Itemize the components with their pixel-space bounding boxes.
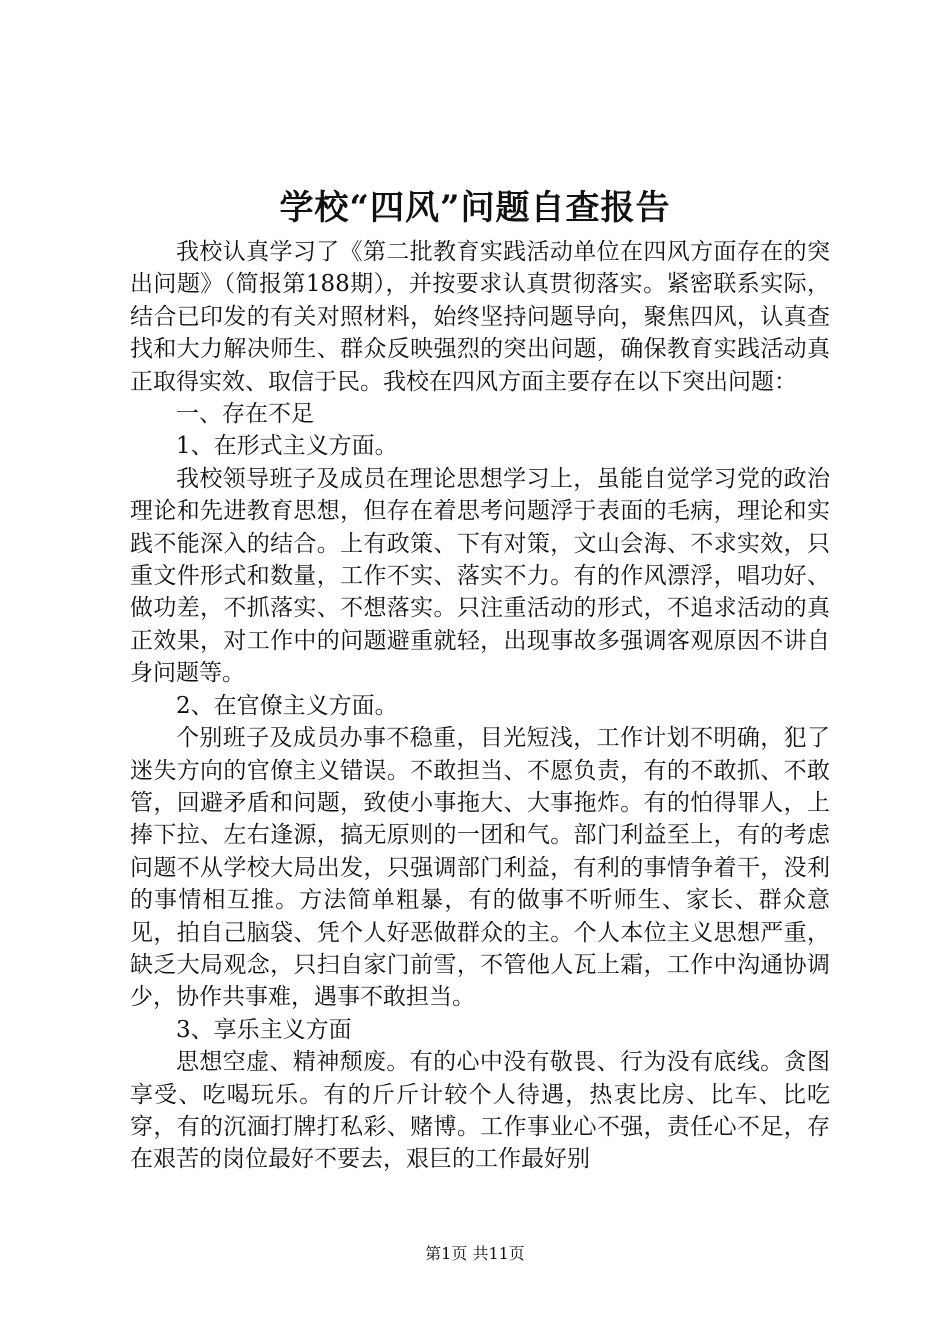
hedonism-paragraph: 思想空虚、精神颓废。有的心中没有敬畏、行为没有底线。贪图享受、吃喝玩乐。有的斤斤计较个人待遇，热衷比房、比车、比吃穿，有的沉湎打牌打私彩、赌博。工作事业心不强，责任心不足，存在艰苦的岗位最好不要去，艰巨的工作最好别 [130,1049,830,1173]
page-footer: 第1页 共11页 [425,1244,525,1263]
formalism-paragraph: 我校领导班子及成员在理论思想学习上，虽能自觉学习党的政治理论和先进教育思想，但存在着思考问题浮于表面的毛病，理论和实践不能深入的结合。上有政策、下有对策，文山会海、不求实效，只重文件形式和数量，工作不实、落实不力。有的作风漂浮，唱功好、做功差，不抓落实、不想落实。只注重活动的形式，不追求活动的真正效果，对工作中的问题避重就轻，出现事故多强调客观原因不讲自身问题等。 [130,465,830,687]
section-heading-shortcomings: 一、存在不足 [176,401,314,428]
item-heading-hedonism: 3、享乐主义方面 [176,1016,352,1043]
intro-paragraph: 我校认真学习了《第二批教育实践活动单位在四风方面存在的突出问题》（简报第188期），并按要求认真贯彻落实。紧密联系实际，结合已印发的有关对照材料，始终坚持问题导向，聚焦四风，认真查找和大力解决师生、群众反映强烈的突出问题，确保教育实践活动真正取得实效、取信于民。我校在四风方面主要存在以下突出问题： [130,239,830,395]
item-heading-formalism: 1、在形式主义方面。 [176,433,398,460]
document-title: 学校“四风”问题自查报告 [279,188,671,228]
document-body [130,236,830,1176]
bureaucratism-paragraph: 个别班子及成员办事不稳重，目光短浅，工作计划不明确，犯了迷失方向的官僚主义错误。不敢担当、不愿负责，有的不敢抓、不敢管，回避矛盾和问题，致使小事拖大、大事拖炸。有的怕得罪人，上捧下拉、左右逢源，搞无原则的一团和气。部门利益至上，有的考虑问题不从学校大局出发，只强调部门利益，有利的事情争着干，没利的事情相互推。方法简单粗暴，有的做事不听师生、家长、群众意见，拍自己脑袋、凭个人好恶做群众的主。个人本位主义思想严重，缺乏大局观念，只扫自家门前雪，不管他人瓦上霜，工作中沟通协调少，协作共事难，遇事不敢担当。 [130,725,830,1011]
item-heading-bureaucratism: 2、在官僚主义方面。 [176,692,398,719]
